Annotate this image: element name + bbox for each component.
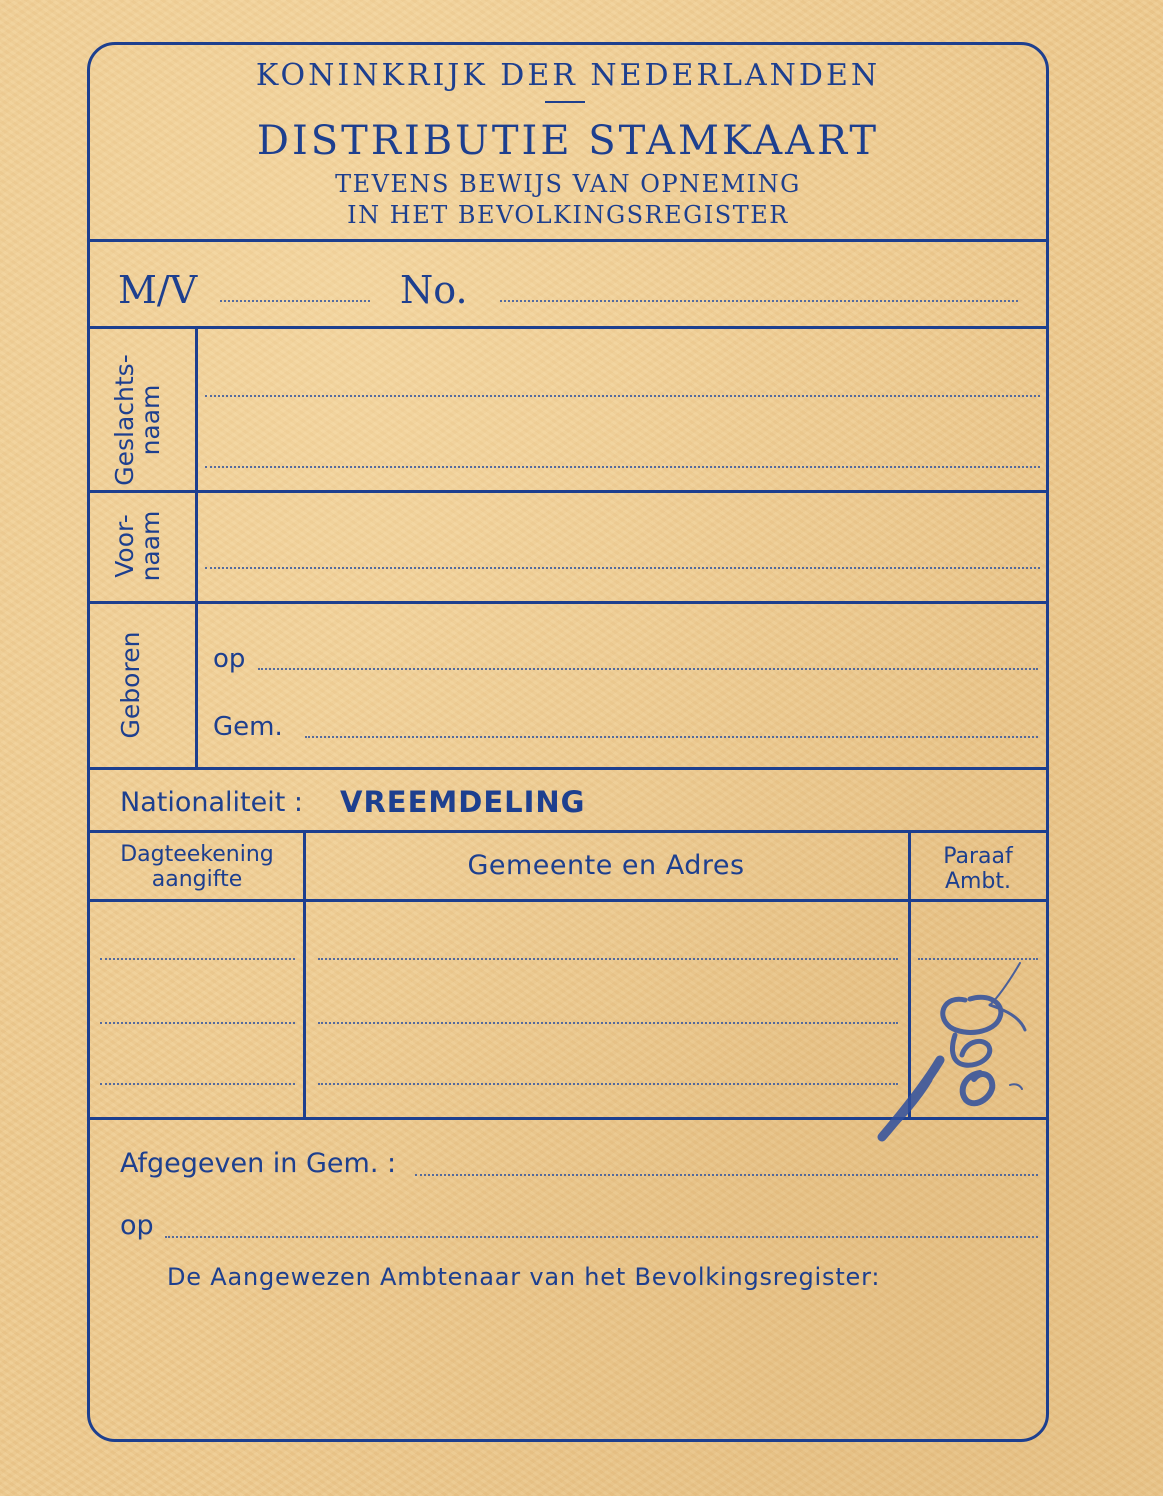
rule-after-header — [88, 239, 1048, 242]
number-label: No. — [400, 268, 468, 312]
table-header-initials-line2: Ambt. — [944, 869, 1012, 894]
firstname-input-line[interactable] — [205, 567, 1040, 569]
table-header-address: Gemeente en Adres — [467, 850, 745, 881]
handwritten-initials-mark — [870, 955, 1045, 1155]
firstname-label-line2: naam — [136, 510, 166, 582]
nationality-label: Nationaliteit : — [120, 787, 303, 818]
label-column-divider — [195, 327, 198, 768]
surname-label-line2: naam — [136, 384, 166, 456]
born-place-input-line[interactable] — [305, 736, 1038, 738]
kingdom-heading: KONINKRIJK DER NEDERLANDEN — [255, 58, 881, 93]
number-input-line[interactable] — [500, 300, 1018, 302]
surname-label-line1: Geslachts- — [110, 354, 139, 486]
table-row-3-date[interactable] — [100, 1083, 295, 1085]
sex-input-line[interactable] — [220, 300, 370, 302]
header-dash — [545, 101, 585, 103]
born-date-label: op — [213, 644, 246, 674]
born-place-label: Gem. — [213, 712, 283, 742]
stamkaart-card — [87, 42, 1049, 1442]
issued-place-input-line[interactable] — [415, 1174, 1038, 1176]
rule-after-surname — [88, 490, 1048, 493]
rule-after-nationality — [88, 830, 1048, 833]
issued-place-label: Afgegeven in Gem. : — [120, 1148, 397, 1179]
table-row-1-date[interactable] — [100, 958, 295, 960]
rule-after-born — [88, 767, 1048, 770]
rule-table-header — [88, 899, 1048, 902]
table-header-date-line2: aangifte — [151, 867, 243, 892]
card-title: DISTRIBUTIE STAMKAART — [256, 118, 880, 164]
surname-label — [112, 340, 168, 500]
rule-after-firstname — [88, 601, 1048, 604]
table-row-2-address[interactable] — [318, 1022, 898, 1024]
table-row-2-date[interactable] — [100, 1022, 295, 1024]
firstname-label-line1: Voor- — [110, 514, 139, 578]
born-date-input-line[interactable] — [258, 668, 1038, 670]
born-label: Geboren — [116, 631, 145, 739]
official-caption: De Aangewezen Ambtenaar van het Bevolkingsregister: — [167, 1263, 881, 1291]
table-header-initials-line1: Paraaf — [943, 844, 1013, 869]
issued-date-label: op — [120, 1210, 154, 1241]
card-subtitle-line1: TEVENS BEWIJS VAN OPNEMING — [335, 170, 801, 198]
surname-input-line-2[interactable] — [205, 466, 1040, 468]
table-header-date-line1: Dagteekening — [120, 842, 274, 867]
card-subtitle-line2: IN HET BEVOLKINGSREGISTER — [347, 201, 789, 229]
table-row-3-address[interactable] — [318, 1083, 898, 1085]
rule-after-mv — [88, 326, 1048, 329]
table-row-1-address[interactable] — [318, 958, 898, 960]
table-header-date — [92, 842, 302, 892]
issued-date-input-line[interactable] — [165, 1236, 1038, 1238]
sex-label: M/V — [118, 268, 198, 312]
table-header-initials — [912, 844, 1044, 894]
firstname-label — [112, 491, 168, 601]
surname-input-line-1[interactable] — [205, 395, 1040, 397]
nationality-value: VREEMDELING — [340, 785, 586, 819]
